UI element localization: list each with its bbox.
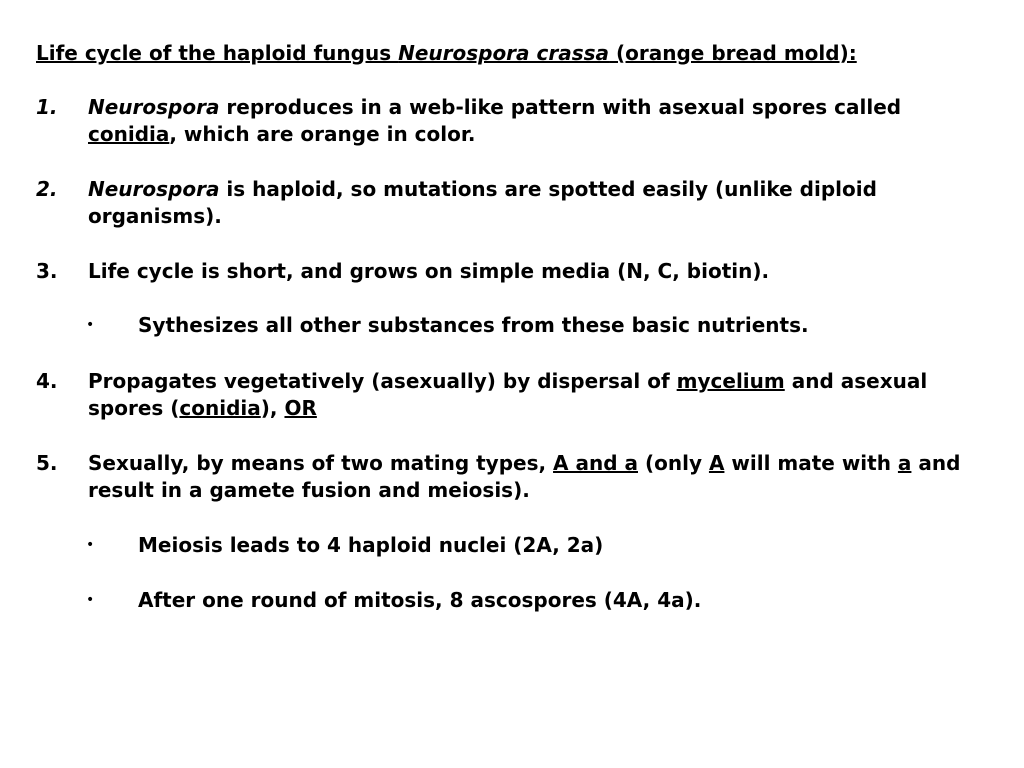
bullet-glyph: • — [86, 317, 95, 333]
list-item-5 — [36, 450, 966, 504]
item-text — [88, 368, 966, 422]
term-mycelium: mycelium — [676, 369, 785, 393]
text-segment: (only — [638, 451, 709, 475]
text-segment: Propagates vegetatively (asexually) by dispersal of — [88, 369, 677, 393]
item-text — [88, 176, 966, 230]
title-species-name: Neurospora crassa — [398, 41, 610, 65]
term-conidia: conidia — [179, 396, 261, 420]
term-or: OR — [284, 396, 317, 420]
item-number: 1. — [36, 95, 58, 119]
bullet-text: Sythesizes all other substances from these basic nutrients. — [138, 313, 809, 337]
slide-title — [36, 40, 857, 67]
text-segment: and result in a gamete fusion and meiosis). — [88, 451, 961, 502]
term-mating-types: A and a — [553, 451, 638, 475]
item-number: 4. — [36, 369, 58, 393]
genus-name: Neurospora — [88, 177, 220, 201]
list-item-2 — [36, 176, 966, 230]
text-segment: Sexually, by means of two mating types, — [88, 451, 554, 475]
bullet-item-5a — [86, 532, 966, 559]
text-segment: is haploid, so mutations are spotted easily (unlike diploid organisms). — [88, 177, 877, 228]
list-item-1 — [36, 94, 966, 148]
term-mating-type-a: a — [897, 451, 912, 475]
bullet-glyph: • — [86, 592, 95, 608]
term-mating-type-A: A — [708, 451, 725, 475]
item-text — [88, 94, 966, 148]
text-segment: will mate with — [724, 451, 898, 475]
bullet-item-5b — [86, 587, 966, 614]
item-number: 5. — [36, 451, 58, 475]
bullet-glyph: • — [86, 537, 95, 553]
genus-name: Neurospora — [88, 95, 220, 119]
item-number: 2. — [36, 177, 58, 201]
term-conidia: conidia — [88, 122, 170, 146]
text-segment: and asexual spores ( — [88, 369, 928, 420]
bullet-text: Meiosis leads to 4 haploid nuclei (2A, 2a) — [138, 533, 604, 557]
text-segment: , which are orange in color. — [169, 122, 476, 146]
item-text — [88, 450, 966, 504]
list-item-3 — [36, 258, 966, 285]
title-text-start: Life cycle of the haploid fungus — [36, 41, 399, 65]
bullet-item-3a — [86, 312, 966, 339]
list-item-4 — [36, 368, 966, 422]
title-text-end: (orange bread mold): — [609, 41, 857, 65]
item-number: 3. — [36, 259, 58, 283]
text-segment: ), — [260, 396, 285, 420]
bullet-text: After one round of mitosis, 8 ascospores (4A, 4a). — [138, 588, 702, 612]
text-segment: reproduces in a web-like pattern with asexual spores called — [219, 95, 902, 119]
item-text: Life cycle is short, and grows on simple media (N, C, biotin). — [88, 259, 770, 283]
